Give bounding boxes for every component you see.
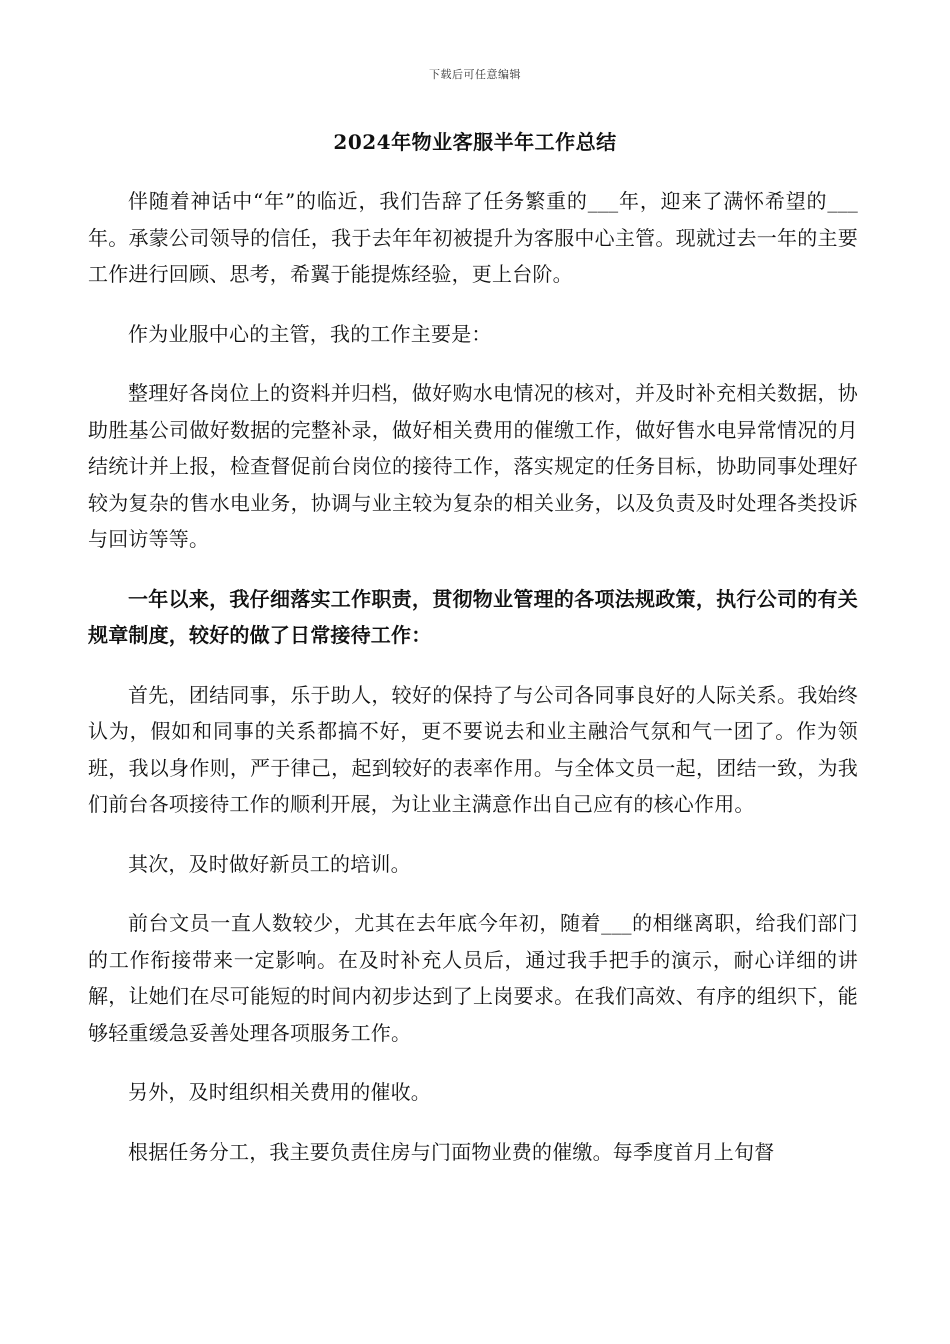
paragraph-summary-heading: 一年以来，我仔细落实工作职责，贯彻物业管理的各项法规政策，执行公司的有关规章制度，较好的做了日常接待工作： [88, 586, 858, 647]
paragraph-role: 作为业服中心的主管，我的工作主要是： [128, 321, 492, 346]
paragraph-collection: 根据任务分工，我主要负责住房与门面物业费的催缴。每季度首月上旬督 [128, 1139, 775, 1164]
document-title: 2024年物业客服半年工作总结 [333, 130, 617, 154]
paragraph-intro: 伴随着神话中“年”的临近，我们告辞了任务繁重的___年，迎来了满怀希望的___年。承蒙公司领导的信任，我于去年年初被提升为客服中心主管。现就过去一年的主要工作进行回顾、思考，希翼于能提炼经验，更上台阶。 [88, 189, 858, 286]
document-body [88, 183, 858, 1193]
paragraph-teamwork: 首先，团结同事，乐于助人，较好的保持了与公司各同事良好的人际关系。我始终认为，假如和同事的关系都搞不好，更不要说去和业主融洽气氛和气一团了。作为领班，我以身作则，严于律己，起到较好的表率作用。与全体文员一起，团结一致，为我们前台各项接待工作的顺利开展，为让业主满意作出自己应有的核心作用。 [88, 682, 858, 816]
paragraph-collection-heading: 另外，及时组织相关费用的催收。 [128, 1080, 431, 1104]
paragraph-duties: 整理好各岗位上的资料并归档，做好购水电情况的核对，并及时补充相关数据，协助胜基公司做好数据的完整补录，做好相关费用的催缴工作，做好售水电异常情况的月结统计并上报，检查督促前台岗位的接待工作，落实规定的任务目标，协助同事处理好较为复杂的售水电业务，协调与业主较为复杂的相关业务，以及负责及时处理各类投诉与回访等等。 [88, 381, 858, 551]
paragraph-training: 前台文员一直人数较少，尤其在去年底今年初，随着___的相继离职，给我们部门的工作衔接带来一定影响。在及时补充人员后，通过我手把手的演示，耐心详细的讲解，让她们在尽可能短的时间内初步达到了上岗要求。在我们高效、有序的组织下，能够轻重缓急妥善处理各项服务工作。 [88, 911, 858, 1045]
header-note: 下载后可任意编辑 [429, 68, 521, 81]
paragraph-training-heading: 其次，及时做好新员工的培训。 [128, 851, 411, 876]
